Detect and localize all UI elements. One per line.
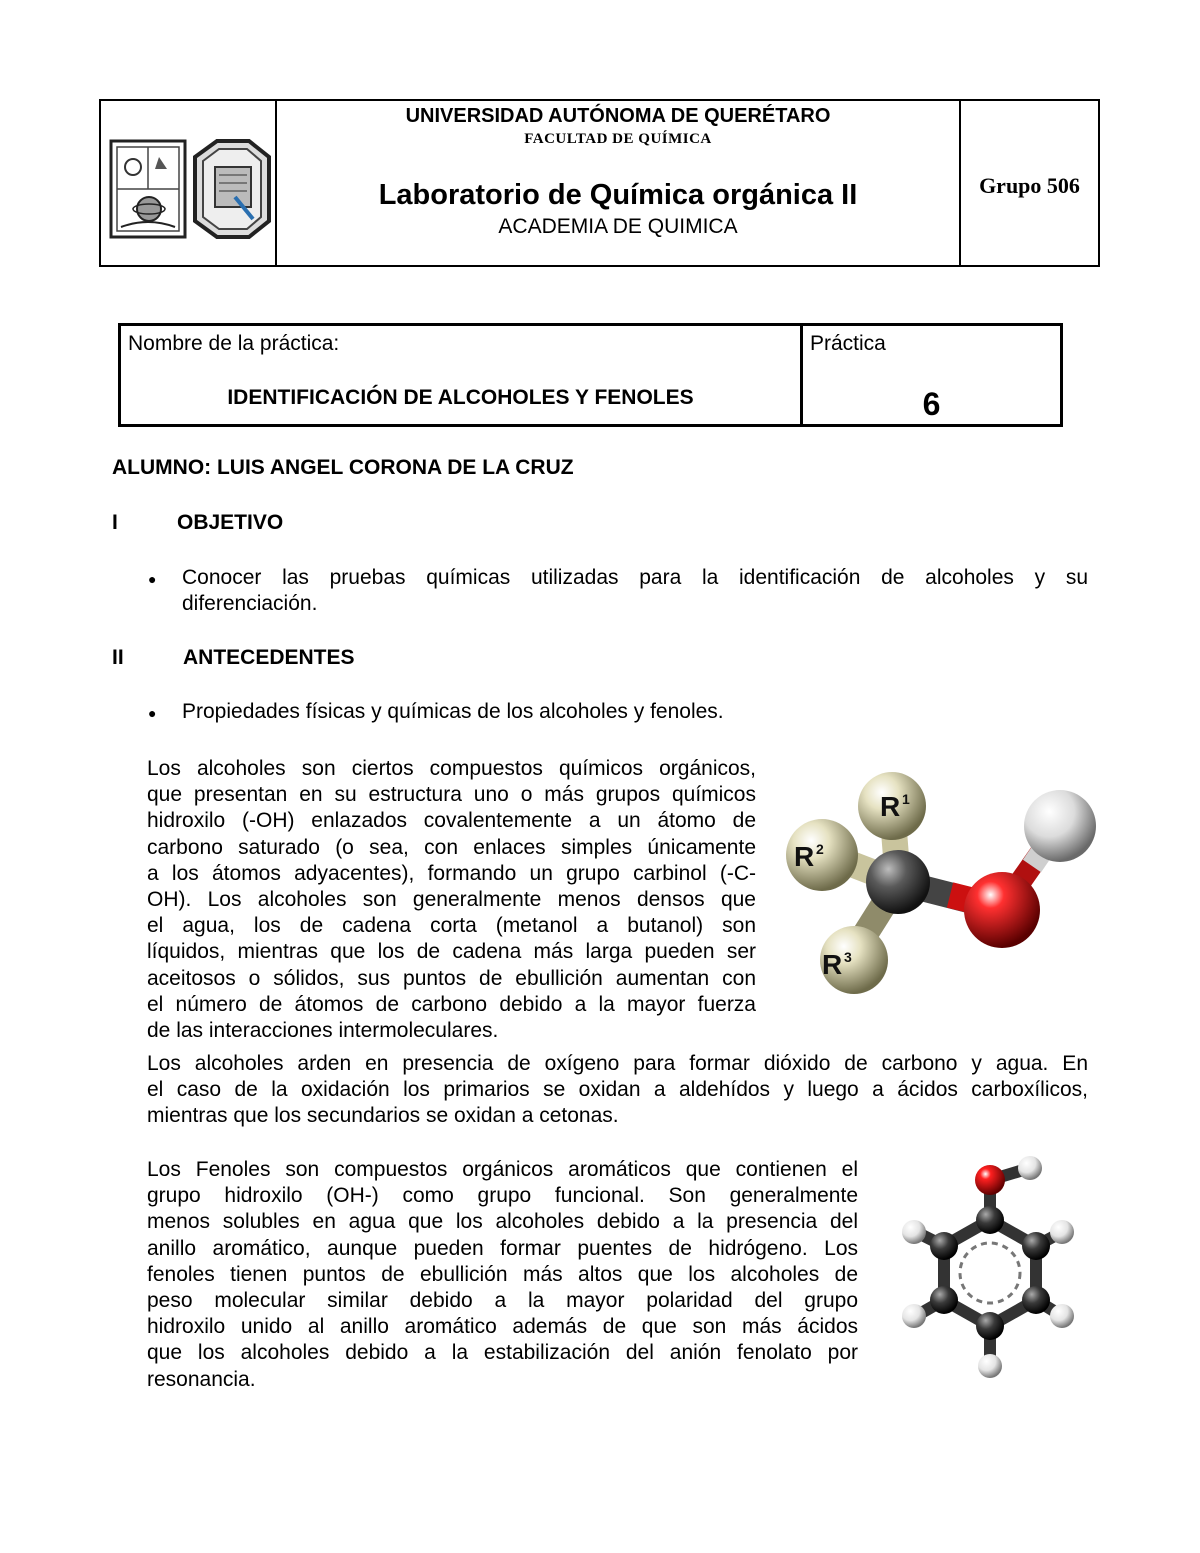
lab-title: Laboratorio de Química orgánica II (378, 179, 858, 211)
antecedentes-bullet: Propiedades físicas y químicas de los alcoholes y fenoles. (182, 700, 724, 723)
paragraph-line: que presentan en su estructura uno o más grupos químicos (147, 783, 756, 807)
academy-name: ACADEMIA DE QUIMICA (498, 215, 738, 238)
section-objetivo-title: OBJETIVO (177, 511, 284, 534)
paragraph-line: Los Fenoles son compuestos orgánicos aromáticos que contienen el (147, 1158, 858, 1181)
objetivo-bullet-line2: diferenciación. (182, 592, 318, 615)
paragraph-line: líquidos, mientras que los de cadena más larga pueden ser (147, 940, 756, 964)
header-table (99, 99, 1100, 267)
paragraph-line: peso molecular similar debido a la mayor polaridad del grupo (147, 1289, 858, 1313)
paragraph-line: menos solubles en agua que los alcoholes debido a la presencia del (147, 1210, 858, 1234)
practice-name: IDENTIFICACIÓN DE ALCOHOLES Y FENOLES (227, 386, 694, 409)
section-objetivo-numeral: I (112, 511, 118, 534)
paragraph-line: Los alcoholes son ciertos compuestos químicos orgánicos, (147, 757, 756, 780)
bullet-icon: ● (148, 571, 157, 587)
paragraph-line: grupo hidroxilo (OH-) como grupo funcional. Son generalmente (147, 1184, 858, 1208)
paragraph-line: mientras que los secundarios se oxidan a cetonas. (147, 1104, 619, 1128)
phenol-molecule-icon (890, 1150, 1090, 1390)
university-crest-icon (109, 137, 271, 243)
r1-label: R (880, 791, 901, 822)
paragraph-line: anillo aromático, aunque pueden formar puentes de hidrógeno. Los (147, 1236, 858, 1260)
paragraph-line: el caso de la oxidación los primarios se oxidan a aldehídos y luego a ácidos carboxílicos, (147, 1078, 1088, 1102)
university-name: UNIVERSIDAD AUTÓNOMA DE QUERÉTARO (405, 105, 831, 127)
practice-table (118, 323, 1063, 427)
alcohol-molecule-icon (770, 770, 1100, 1000)
paragraph-line: aceitosos o sólidos, sus puntos de ebullición aumentan con (147, 966, 756, 990)
title-cell (277, 101, 961, 265)
practice-number-label: Práctica (810, 332, 886, 355)
faculty-crest-icon (195, 141, 269, 237)
paragraph-line: hidroxilo unido al anillo aromático además de que son más ácidos (147, 1315, 858, 1339)
r2-label: R (794, 841, 815, 872)
bullet-icon: ● (148, 705, 157, 721)
paragraph-line: Los alcoholes arden en presencia de oxígeno para formar dióxido de carbono y agua. En (147, 1052, 1088, 1075)
fenoles-paragraph (147, 1157, 858, 1393)
paragraph-line: carbono saturado (o sea, con enlaces simples únicamente (147, 835, 756, 859)
r3-sup: 3 (844, 949, 852, 965)
section-antecedentes-title: ANTECEDENTES (183, 646, 355, 669)
paragraph-line: OH). Los alcoholes son generalmente menos densos que (147, 888, 756, 912)
paragraph-line: el agua, los de cadena corta (metanol a butanol) son (147, 914, 756, 938)
r2-sup: 2 (816, 841, 824, 857)
practice-name-cell (121, 326, 803, 424)
paragraph-line: resonancia. (147, 1367, 256, 1391)
oxidacion-paragraph (147, 1051, 1088, 1130)
group-label: Grupo 506 (979, 173, 1080, 198)
practice-number-cell (803, 326, 1060, 424)
practice-number: 6 (922, 386, 941, 422)
paragraph-line: el número de átomos de carbono debido a la mayor fuerza (147, 992, 756, 1016)
logo-cell (101, 101, 277, 265)
paragraph-line: que los alcoholes debido a la estabilización del anión fenolato por (147, 1341, 858, 1365)
alcoholes-paragraph (147, 756, 756, 1044)
paragraph-line: de las interacciones intermoleculares. (147, 1019, 499, 1043)
paragraph-line: fenoles tienen puntos de ebullición más altos que los alcoholes de (147, 1262, 858, 1286)
r3-label: R (822, 949, 843, 980)
practice-name-label: Nombre de la práctica: (128, 332, 340, 355)
paragraph-line: hidroxilo (-OH) enlazados covalentemente a un átomo de (147, 809, 756, 833)
paragraph-line: a los átomos adyacentes), formando un grupo carbinol (-C- (147, 861, 756, 885)
group-cell (961, 101, 1098, 265)
student-name: ALUMNO: LUIS ANGEL CORONA DE LA CRUZ (112, 456, 574, 479)
section-antecedentes-numeral: II (112, 646, 124, 669)
faculty-name: FACULTAD DE QUÍMICA (524, 131, 712, 147)
r1-sup: 1 (902, 791, 910, 807)
objetivo-bullet-line1: Conocer las pruebas químicas utilizadas para la identificación de alcoholes y su (182, 566, 1088, 589)
